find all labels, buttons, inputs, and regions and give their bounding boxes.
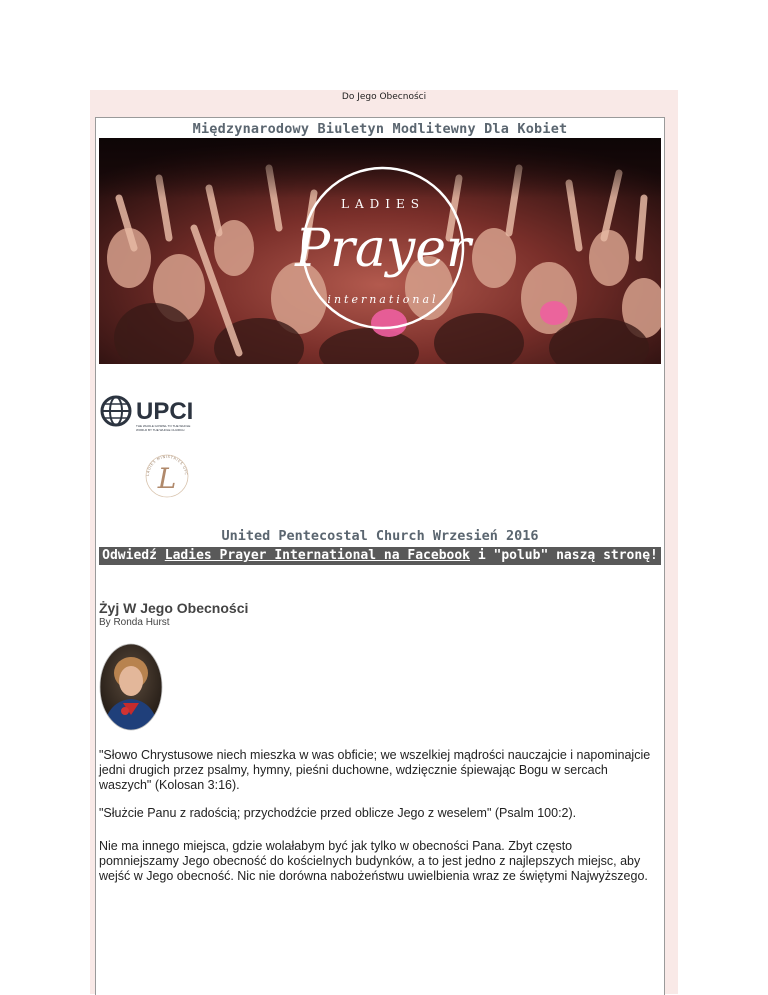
- upci-tagline-1: THE WHOLE GOSPEL TO THE WHOLE: [136, 424, 191, 428]
- upci-logo-text: UPCI: [136, 398, 194, 425]
- facebook-bar-suffix: i "polub" naszą stronę!: [470, 548, 658, 563]
- seal-ring-text: LADIES MINISTRIES UPC: [145, 454, 189, 477]
- upci-logo: [100, 395, 220, 435]
- seal-monogram: L: [157, 462, 177, 495]
- document-title: Do Jego Obecności: [341, 92, 427, 102]
- hero-bottom-word: international: [327, 293, 439, 306]
- church-and-date-line: United Pentecostal Church Wrzesień 2016: [221, 528, 539, 544]
- facebook-bar-prefix: Odwiedź: [102, 548, 165, 563]
- article-byline: By Ronda Hurst: [99, 617, 170, 628]
- article-paragraph-2: "Służcie Panu z radością; przychodźcie przed oblicze Jego z weselem" (Psalm 100:2).: [99, 806, 577, 820]
- hero-banner-image: [99, 138, 661, 364]
- article-heading: Żyj W Jego Obecności: [99, 600, 249, 616]
- hero-top-word: LADIES: [341, 197, 425, 211]
- facebook-bar: [99, 547, 661, 565]
- article-paragraph-3: Nie ma innego miejsca, gdzie wolałabym być jak tylko w obecności Pana. Zbyt często pomniejszamy Jego obecność do kościelnych budynków, a to jest jedno z najlepszych miejsc, aby wejść w Jego obecność. Nic nie dorówna nabożeństwu uwielbienia wraz ze świętymi Najwyższego.: [99, 839, 648, 883]
- ladies-ministries-seal-logo: [141, 450, 193, 500]
- author-photo: [99, 643, 163, 731]
- article-paragraph-1: "Słowo Chrystusowe niech mieszka w was obficie; we wszelkiej mądrości nauczajcie i napominajcie jedni drugich przez psalmy, hymny, pieśni duchowne, wdzięcznie śpiewając Bogu w sercach waszych" (Kolosan 3:16).: [99, 748, 651, 792]
- upci-tagline-2: WORLD BY THE WHOLE CHURCH: [136, 428, 185, 432]
- newsletter-title: Międzynarodowy Biuletyn Modlitewny Dla Kobiet: [192, 121, 568, 137]
- hero-script-word: Prayer: [295, 219, 471, 279]
- facebook-link[interactable]: Ladies Prayer International na Facebook: [164, 548, 471, 563]
- newsletter-content: [95, 117, 665, 995]
